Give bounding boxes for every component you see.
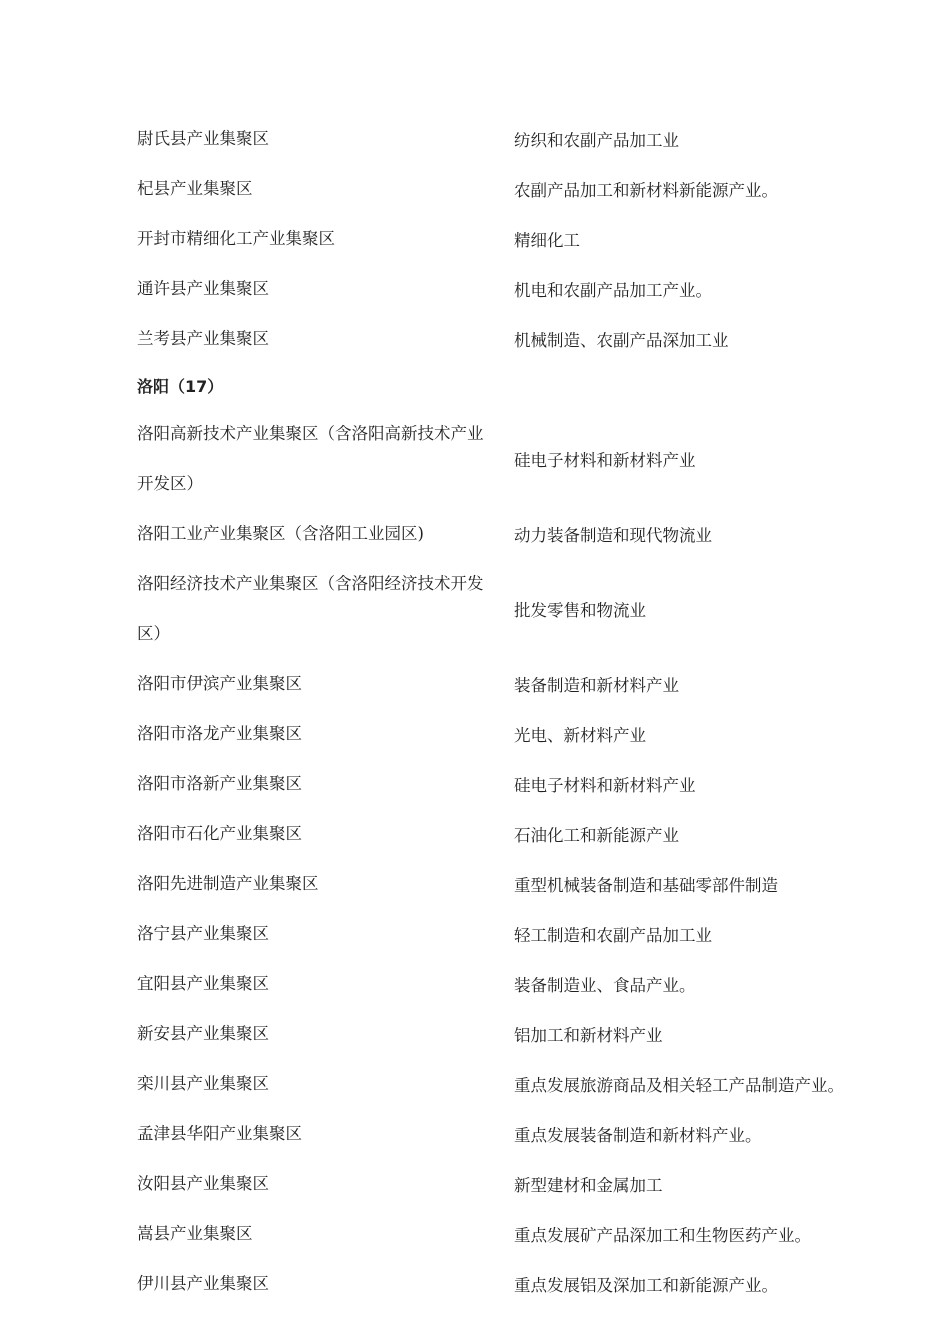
table-row (137, 1259, 877, 1309)
zone-name-line: 洛阳高新技术产业集聚区（含洛阳高新技术产业 (137, 424, 484, 443)
zone-name: 孟津县华阳产业集聚区 (137, 1124, 302, 1143)
table-row (137, 1109, 877, 1159)
zone-industry: 重点发展矿产品深加工和生物医药产业。 (514, 1226, 811, 1245)
zone-name: 洛阳市洛龙产业集聚区 (137, 724, 302, 743)
table-row (137, 164, 877, 214)
zone-name-line: 开发区） (137, 474, 203, 493)
table-row (137, 1009, 877, 1059)
zone-industry: 动力装备制造和现代物流业 (514, 526, 712, 545)
document-page (137, 114, 877, 1309)
zone-industry: 机械制造、农副产品深加工业 (514, 331, 729, 350)
zone-name: 伊川县产业集聚区 (137, 1274, 269, 1293)
zone-industry: 硅电子材料和新材料产业 (514, 451, 696, 470)
table-row (137, 909, 877, 959)
zone-industry: 精细化工 (514, 231, 580, 250)
zone-name: 兰考县产业集聚区 (137, 329, 269, 348)
table-row (137, 509, 877, 559)
zone-name: 宜阳县产业集聚区 (137, 974, 269, 993)
zone-industry: 装备制造业、食品产业。 (514, 976, 696, 995)
table-row (137, 659, 877, 709)
zone-name (137, 409, 514, 509)
zone-industry: 批发零售和物流业 (514, 601, 646, 620)
zone-name: 新安县产业集聚区 (137, 1024, 269, 1043)
zone-name: 洛阳工业产业集聚区（含洛阳工业园区) (137, 524, 424, 543)
zone-industry: 重点发展装备制造和新材料产业。 (514, 1126, 762, 1145)
table-row (137, 1209, 877, 1259)
table-row (137, 709, 877, 759)
zone-name: 栾川县产业集聚区 (137, 1074, 269, 1093)
zone-industry: 机电和农副产品加工产业。 (514, 281, 712, 300)
zone-industry: 光电、新材料产业 (514, 726, 646, 745)
zone-industry: 铝加工和新材料产业 (514, 1026, 663, 1045)
zone-name: 洛阳市洛新产业集聚区 (137, 774, 302, 793)
zone-name-line: 洛阳经济技术产业集聚区（含洛阳经济技术开发 (137, 574, 484, 593)
zone-name: 杞县产业集聚区 (137, 179, 253, 198)
table-row (137, 859, 877, 909)
table-row (137, 214, 877, 264)
zone-industry: 重点发展旅游商品及相关轻工产品制造产业。 (514, 1076, 844, 1095)
zone-name: 洛阳先进制造产业集聚区 (137, 874, 319, 893)
zone-industry: 新型建材和金属加工 (514, 1176, 663, 1195)
table-row (137, 264, 877, 314)
zone-name: 通许县产业集聚区 (137, 279, 269, 298)
zone-industry: 重型机械装备制造和基础零部件制造 (514, 876, 778, 895)
zone-name: 洛阳市石化产业集聚区 (137, 824, 302, 843)
table-row (137, 1159, 877, 1209)
zone-industry: 重点发展铝及深加工和新能源产业。 (514, 1276, 778, 1295)
section-heading: 洛阳（17） (137, 377, 224, 396)
table-row (137, 1059, 877, 1109)
table-row (137, 959, 877, 1009)
zone-name: 洛阳市伊滨产业集聚区 (137, 674, 302, 693)
table-row (137, 314, 877, 364)
zone-industry: 纺织和农副产品加工业 (514, 131, 679, 150)
table-row (137, 114, 877, 164)
table-row (137, 759, 877, 809)
zone-industry: 农副产品加工和新材料新能源产业。 (514, 181, 778, 200)
table-row (137, 559, 877, 659)
zone-industry: 石油化工和新能源产业 (514, 826, 679, 845)
zone-name: 开封市精细化工产业集聚区 (137, 229, 335, 248)
zone-industry: 轻工制造和农副产品加工业 (514, 926, 712, 945)
zone-name: 洛宁县产业集聚区 (137, 924, 269, 943)
zone-industry: 装备制造和新材料产业 (514, 676, 679, 695)
zone-name: 尉氏县产业集聚区 (137, 129, 269, 148)
zone-name (137, 559, 514, 659)
zone-name: 汝阳县产业集聚区 (137, 1174, 269, 1193)
table-row (137, 409, 877, 509)
zone-name-line: 区） (137, 624, 170, 643)
table-row (137, 809, 877, 859)
zone-name: 嵩县产业集聚区 (137, 1224, 253, 1243)
zone-industry: 硅电子材料和新材料产业 (514, 776, 696, 795)
